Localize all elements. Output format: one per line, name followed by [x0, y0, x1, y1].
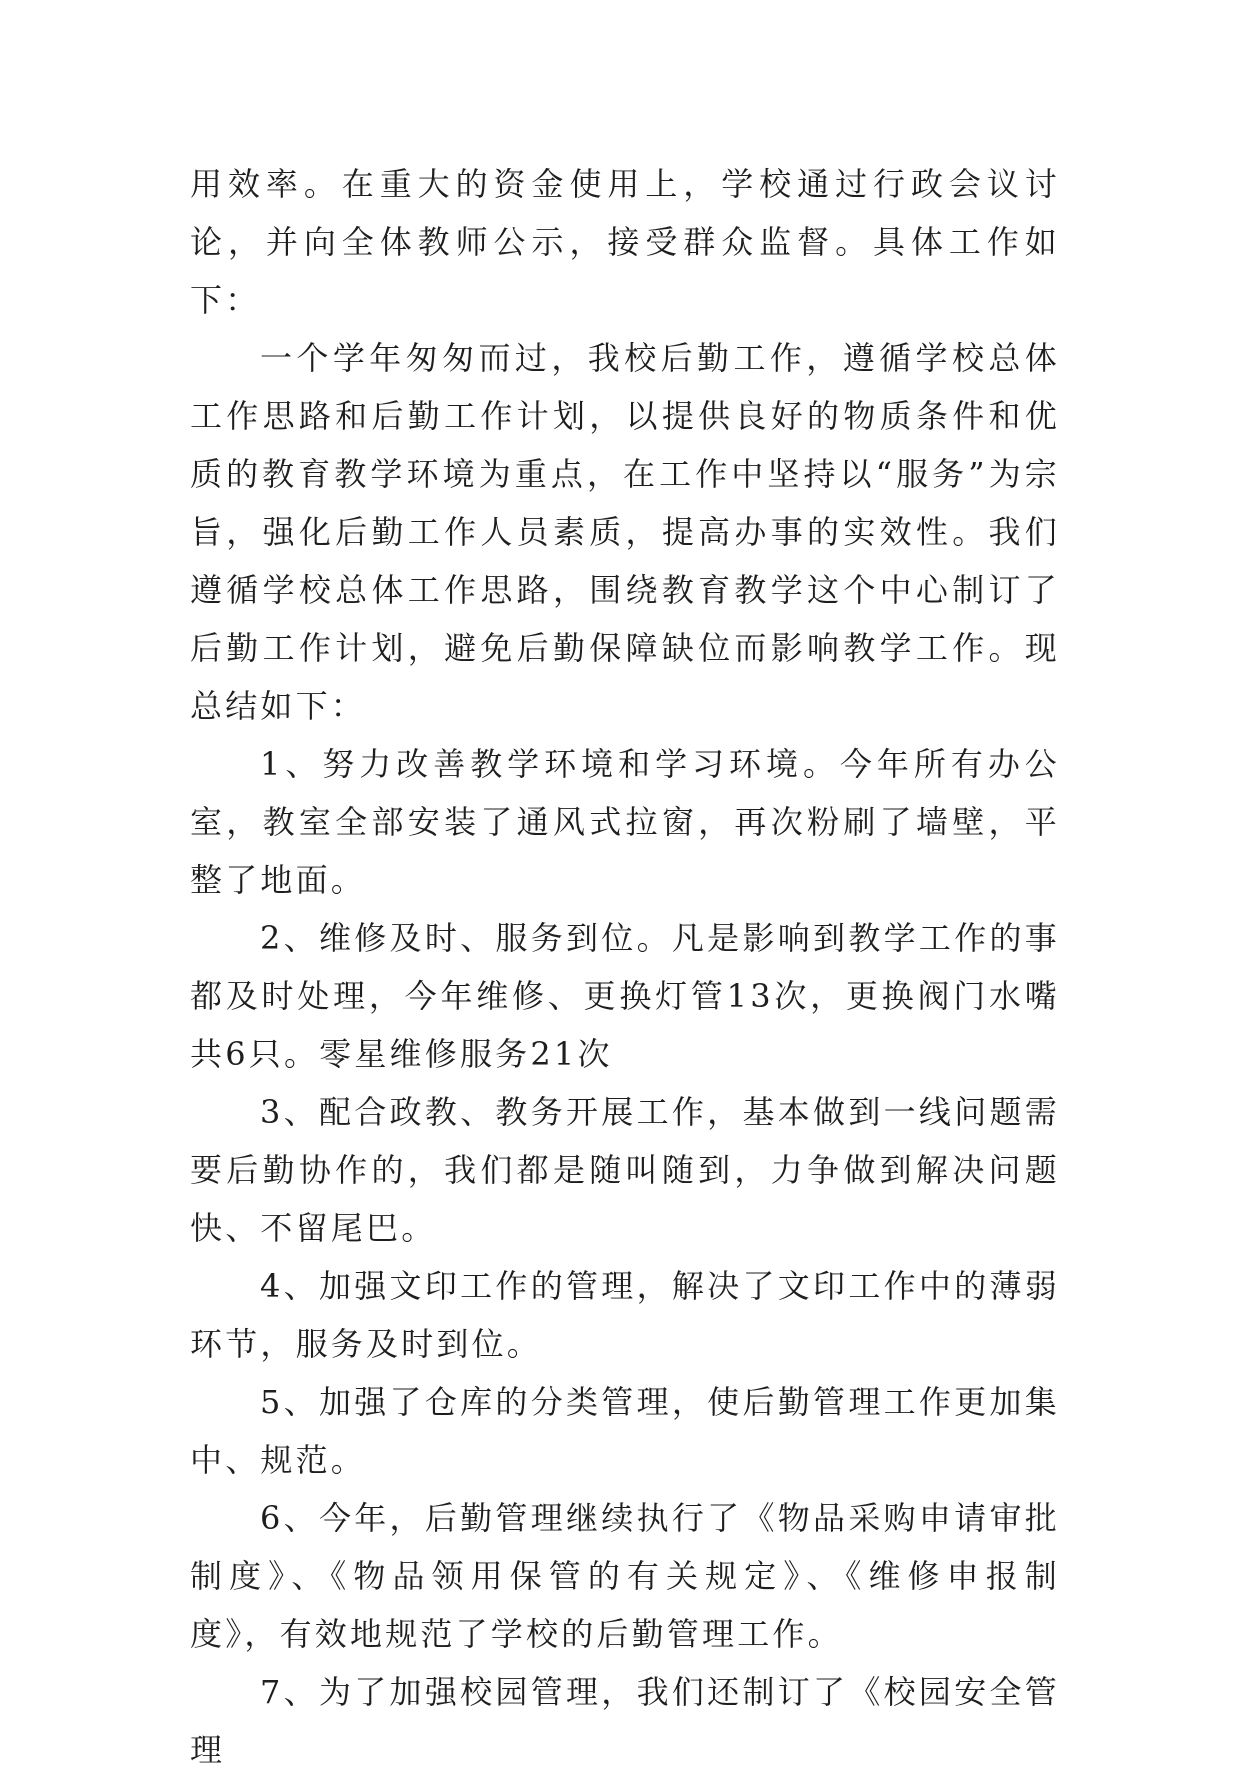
paragraph-continuation: 用效率。在重大的资金使用上，学校通过行政会议讨论，并向全体教师公示，接受群众监督。具体工作如下： [190, 165, 1060, 319]
paragraph-item-1: 1、努力改善教学环境和学习环境。今年所有办公室，教室全部安装了通风式拉窗，再次粉刷了墙壁，平整了地面。 [190, 745, 1060, 899]
paragraph-item-6: 6、今年，后勤管理继续执行了《物品采购申请审批制度》、《物品领用保管的有关规定》、《维修申报制度》，有效地规范了学校的后勤管理工作。 [190, 1499, 1060, 1653]
paragraph-item-7: 7、为了加强校园管理，我们还制订了《校园安全管理 [190, 1673, 1060, 1769]
body-text [190, 155, 1060, 1779]
paragraph-item-3: 3、配合政教、教务开展工作，基本做到一线问题需要后勤协作的，我们都是随叫随到，力争做到解决问题快、不留尾巴。 [190, 1093, 1060, 1247]
paragraph-intro: 一个学年匆匆而过，我校后勤工作，遵循学校总体工作思路和后勤工作计划，以提供良好的物质条件和优质的教育教学环境为重点，在工作中坚持以“服务”为宗旨，强化后勤工作人员素质，提高办事的实效性。我们遵循学校总体工作思路，围绕教育教学这个中心制订了后勤工作计划，避免后勤保障缺位而影响教学工作。现总结如下： [190, 339, 1060, 725]
paragraph-item-2: 2、维修及时、服务到位。凡是影响到教学工作的事都及时处理，今年维修、更换灯管13次，更换阀门水嘴共6只。零星维修服务21次 [190, 919, 1060, 1073]
paragraph-item-5: 5、加强了仓库的分类管理，使后勤管理工作更加集中、规范。 [190, 1383, 1060, 1479]
paragraph-item-4: 4、加强文印工作的管理，解决了文印工作中的薄弱环节，服务及时到位。 [190, 1267, 1060, 1363]
